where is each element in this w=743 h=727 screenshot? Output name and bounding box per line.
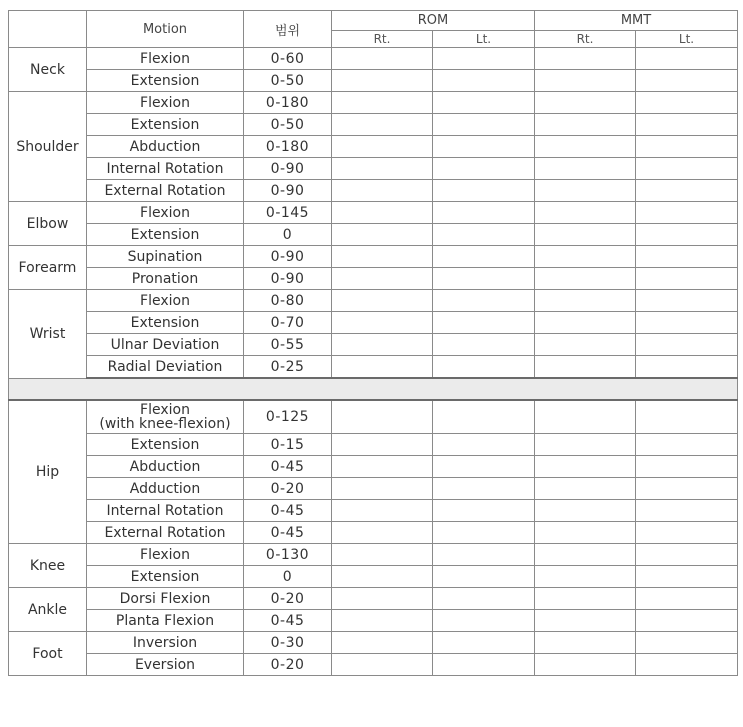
motion-label: Extension [87, 566, 244, 588]
table-row [9, 136, 738, 158]
rom-rt-cell[interactable] [332, 588, 433, 610]
rom-rt-cell[interactable] [332, 400, 433, 434]
region-label: Neck [9, 48, 87, 92]
table-row [9, 588, 738, 610]
mmt-rt-cell[interactable] [535, 70, 636, 92]
motion-label: Abduction [87, 456, 244, 478]
motion-label: Flexion [87, 544, 244, 566]
region-label: Hip [9, 400, 87, 544]
mmt-rt-cell[interactable] [535, 632, 636, 654]
mmt-rt-cell[interactable] [535, 136, 636, 158]
range-value: 0-145 [244, 202, 332, 224]
motion-label: Ulnar Deviation [87, 334, 244, 356]
mmt-rt-cell[interactable] [535, 400, 636, 434]
rom-rt-cell[interactable] [332, 334, 433, 356]
motion-label: Flexion [87, 202, 244, 224]
rom-rt-cell[interactable] [332, 434, 433, 456]
motion-label: Adduction [87, 478, 244, 500]
rom-rt-cell[interactable] [332, 610, 433, 632]
rom-rt-cell[interactable] [332, 70, 433, 92]
region-label: Wrist [9, 290, 87, 379]
rom-lt-cell[interactable] [433, 334, 535, 356]
rom-lt-cell[interactable] [433, 70, 535, 92]
mmt-rt-cell[interactable] [535, 654, 636, 676]
header-row-1 [9, 11, 738, 31]
rom-lt-cell[interactable] [433, 268, 535, 290]
table-row [9, 92, 738, 114]
table-row [9, 356, 738, 379]
mmt-rt-header: Rt. [535, 31, 636, 48]
mmt-rt-cell[interactable] [535, 224, 636, 246]
range-value: 0-15 [244, 434, 332, 456]
rom-lt-cell[interactable] [433, 158, 535, 180]
mmt-lt-cell[interactable] [636, 632, 738, 654]
motion-label: Flexion [87, 48, 244, 70]
rom-lt-cell[interactable] [433, 312, 535, 334]
rom-lt-cell[interactable] [433, 500, 535, 522]
range-value: 0-20 [244, 478, 332, 500]
mmt-lt-cell[interactable] [636, 654, 738, 676]
range-value: 0-25 [244, 356, 332, 379]
table-row [9, 224, 738, 246]
range-value: 0-60 [244, 48, 332, 70]
motion-label: Pronation [87, 268, 244, 290]
mmt-lt-cell[interactable] [636, 70, 738, 92]
mmt-rt-cell[interactable] [535, 456, 636, 478]
table-row [9, 70, 738, 92]
mmt-rt-cell[interactable] [535, 290, 636, 312]
motion-label: Flexion [87, 92, 244, 114]
mmt-rt-cell[interactable] [535, 478, 636, 500]
range-value: 0-55 [244, 334, 332, 356]
rom-lt-cell[interactable] [433, 456, 535, 478]
table-row [9, 312, 738, 334]
table-row [9, 334, 738, 356]
mmt-rt-cell[interactable] [535, 312, 636, 334]
table-row [9, 114, 738, 136]
range-value: 0-45 [244, 522, 332, 544]
mmt-lt-cell[interactable] [636, 456, 738, 478]
motion-label: External Rotation [87, 180, 244, 202]
motion-label: Abduction [87, 136, 244, 158]
mmt-lt-cell[interactable] [636, 434, 738, 456]
rom-lt-cell[interactable] [433, 610, 535, 632]
mmt-lt-cell[interactable] [636, 136, 738, 158]
mmt-lt-cell[interactable] [636, 48, 738, 70]
table-row [9, 456, 738, 478]
table-row [9, 434, 738, 456]
motion-label: Inversion [87, 632, 244, 654]
mmt-lt-header: Lt. [636, 31, 738, 48]
range-value: 0-45 [244, 610, 332, 632]
table-row [9, 654, 738, 676]
mmt-rt-cell[interactable] [535, 544, 636, 566]
rom-rt-cell[interactable] [332, 632, 433, 654]
range-value: 0-20 [244, 588, 332, 610]
mmt-lt-cell[interactable] [636, 566, 738, 588]
motion-label: Radial Deviation [87, 356, 244, 379]
motion-label: Internal Rotation [87, 158, 244, 180]
mmt-rt-cell[interactable] [535, 48, 636, 70]
rom-lt-cell[interactable] [433, 290, 535, 312]
rom-rt-cell[interactable] [332, 136, 433, 158]
rom-header: ROM [332, 11, 535, 31]
rom-rt-cell[interactable] [332, 566, 433, 588]
range-value: 0-50 [244, 114, 332, 136]
rom-rt-cell[interactable] [332, 246, 433, 268]
table-row [9, 522, 738, 544]
mmt-lt-cell[interactable] [636, 290, 738, 312]
mmt-lt-cell[interactable] [636, 180, 738, 202]
range-value: 0 [244, 566, 332, 588]
motion-label: Planta Flexion [87, 610, 244, 632]
mmt-lt-cell[interactable] [636, 92, 738, 114]
rom-rt-cell[interactable] [332, 48, 433, 70]
rom-lt-cell[interactable] [433, 48, 535, 70]
rom-rt-header: Rt. [332, 31, 433, 48]
corner-cell [9, 11, 87, 48]
rom-lt-cell[interactable] [433, 356, 535, 379]
motion-label: Extension [87, 434, 244, 456]
mmt-rt-cell[interactable] [535, 334, 636, 356]
rom-lt-cell[interactable] [433, 114, 535, 136]
range-value: 0-45 [244, 500, 332, 522]
mmt-rt-cell[interactable] [535, 522, 636, 544]
rom-rt-cell[interactable] [332, 290, 433, 312]
mmt-lt-cell[interactable] [636, 202, 738, 224]
rom-rt-cell[interactable] [332, 180, 433, 202]
table-row [9, 544, 738, 566]
mmt-lt-cell[interactable] [636, 356, 738, 379]
motion-label-line2: (with knee-flexion) [99, 416, 231, 432]
table-row [9, 610, 738, 632]
motion-label-line1: Flexion [140, 402, 190, 418]
mmt-lt-cell[interactable] [636, 478, 738, 500]
motion-label: Dorsi Flexion [87, 588, 244, 610]
mmt-rt-cell[interactable] [535, 202, 636, 224]
range-value: 0-50 [244, 70, 332, 92]
table-row [9, 158, 738, 180]
rom-lt-cell[interactable] [433, 400, 535, 434]
rom-lt-cell[interactable] [433, 246, 535, 268]
table-row [9, 400, 738, 434]
motion-label: Extension [87, 224, 244, 246]
range-value: 0-45 [244, 456, 332, 478]
mmt-rt-cell[interactable] [535, 180, 636, 202]
mmt-lt-cell[interactable] [636, 400, 738, 434]
mmt-rt-cell[interactable] [535, 566, 636, 588]
mmt-lt-cell[interactable] [636, 588, 738, 610]
range-header: 범위 [244, 11, 332, 48]
table-row [9, 478, 738, 500]
separator-band [9, 378, 738, 400]
motion-label: Internal Rotation [87, 500, 244, 522]
table-row [9, 290, 738, 312]
mmt-lt-cell[interactable] [636, 610, 738, 632]
range-value: 0-130 [244, 544, 332, 566]
mmt-lt-cell[interactable] [636, 246, 738, 268]
mmt-lt-cell[interactable] [636, 500, 738, 522]
rom-lt-cell[interactable] [433, 566, 535, 588]
mmt-lt-cell[interactable] [636, 158, 738, 180]
rom-lt-cell[interactable] [433, 632, 535, 654]
region-label: Ankle [9, 588, 87, 632]
motion-label: Supination [87, 246, 244, 268]
rom-lt-cell[interactable] [433, 544, 535, 566]
motion-label: Extension [87, 114, 244, 136]
rom-rt-cell[interactable] [332, 544, 433, 566]
mmt-rt-cell[interactable] [535, 356, 636, 379]
rom-rt-cell[interactable] [332, 92, 433, 114]
region-label: Knee [9, 544, 87, 588]
mmt-rt-cell[interactable] [535, 246, 636, 268]
rom-lt-cell[interactable] [433, 202, 535, 224]
mmt-rt-cell[interactable] [535, 434, 636, 456]
region-label: Elbow [9, 202, 87, 246]
mmt-lt-cell[interactable] [636, 224, 738, 246]
mmt-lt-cell[interactable] [636, 268, 738, 290]
section-separator [9, 378, 738, 400]
rom-rt-cell[interactable] [332, 654, 433, 676]
motion-label: Flexion [87, 290, 244, 312]
mmt-lt-cell[interactable] [636, 522, 738, 544]
rom-rt-cell[interactable] [332, 478, 433, 500]
mmt-header: MMT [535, 11, 738, 31]
mmt-rt-cell[interactable] [535, 588, 636, 610]
rom-rt-cell[interactable] [332, 224, 433, 246]
rom-rt-cell[interactable] [332, 268, 433, 290]
mmt-rt-cell[interactable] [535, 268, 636, 290]
mmt-rt-cell[interactable] [535, 92, 636, 114]
mmt-rt-cell[interactable] [535, 114, 636, 136]
range-value: 0-90 [244, 180, 332, 202]
mmt-lt-cell[interactable] [636, 334, 738, 356]
table-row [9, 246, 738, 268]
range-value: 0-180 [244, 136, 332, 158]
mmt-lt-cell[interactable] [636, 312, 738, 334]
range-value: 0-90 [244, 268, 332, 290]
mmt-lt-cell[interactable] [636, 114, 738, 136]
mmt-rt-cell[interactable] [535, 500, 636, 522]
rom-rt-cell[interactable] [332, 312, 433, 334]
motion-label: Extension [87, 70, 244, 92]
region-label: Forearm [9, 246, 87, 290]
rom-lt-cell[interactable] [433, 654, 535, 676]
rom-lt-cell[interactable] [433, 522, 535, 544]
range-value: 0-30 [244, 632, 332, 654]
rom-rt-cell[interactable] [332, 456, 433, 478]
mmt-lt-cell[interactable] [636, 544, 738, 566]
range-value: 0-125 [244, 400, 332, 434]
region-label: Foot [9, 632, 87, 676]
table-row [9, 180, 738, 202]
rom-rt-cell[interactable] [332, 500, 433, 522]
motion-header: Motion [87, 11, 244, 48]
table-row [9, 500, 738, 522]
motion-label: Eversion [87, 654, 244, 676]
rom-lt-cell[interactable] [433, 180, 535, 202]
rom-rt-cell[interactable] [332, 202, 433, 224]
rom-rt-cell[interactable] [332, 522, 433, 544]
table-row [9, 566, 738, 588]
rom-lt-cell[interactable] [433, 478, 535, 500]
table-row [9, 202, 738, 224]
rom-lt-cell[interactable] [433, 136, 535, 158]
range-value: 0-90 [244, 246, 332, 268]
motion-label [87, 400, 244, 434]
mmt-rt-cell[interactable] [535, 158, 636, 180]
rom-rt-cell[interactable] [332, 158, 433, 180]
range-value: 0-70 [244, 312, 332, 334]
rom-lt-cell[interactable] [433, 92, 535, 114]
range-value: 0-20 [244, 654, 332, 676]
rom-lt-cell[interactable] [433, 224, 535, 246]
motion-label: External Rotation [87, 522, 244, 544]
motion-label: Extension [87, 312, 244, 334]
range-value: 0-90 [244, 158, 332, 180]
table-row [9, 48, 738, 70]
rom-lt-cell[interactable] [433, 434, 535, 456]
range-value: 0 [244, 224, 332, 246]
table-row [9, 268, 738, 290]
rom-rt-cell[interactable] [332, 114, 433, 136]
rom-lt-header: Lt. [433, 31, 535, 48]
rom-rt-cell[interactable] [332, 356, 433, 379]
rom-lt-cell[interactable] [433, 588, 535, 610]
rom-mmt-table [8, 10, 738, 676]
region-label: Shoulder [9, 92, 87, 202]
mmt-rt-cell[interactable] [535, 610, 636, 632]
range-value: 0-80 [244, 290, 332, 312]
range-value: 0-180 [244, 92, 332, 114]
table-row [9, 632, 738, 654]
